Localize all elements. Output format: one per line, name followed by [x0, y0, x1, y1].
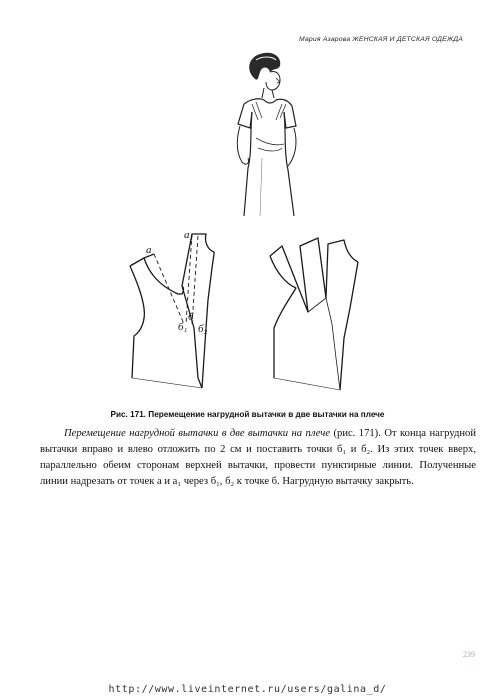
point-label-b1: б₁ [178, 321, 188, 333]
page-number: 239 [463, 650, 475, 659]
footer-url[interactable]: http://www.liveinternet.ru/users/galina_d/ [108, 684, 387, 695]
point-label-a1: a₁ [184, 229, 194, 241]
point-label-b: б [188, 311, 194, 323]
woman-dress-illustration [222, 48, 302, 216]
paragraph-rest: (рис. 171). От конца нагрудной вытачки вправо и влево отложить по 2 см и поставить точки б₁ и б₂. Из этих точек вверх, параллельно обеим сторонам верхней вытачки, провести пунктирные линии. Полученные линии надрезать от точек а и а₁ через б₁, б₂ к точке б. Нагрудную вытачку закрыть. [40, 428, 476, 487]
pattern-drawings [118, 228, 368, 404]
running-header: Мария Азарова ЖЕНСКАЯ И ДЕТСКАЯ ОДЕЖДА [299, 36, 463, 43]
paragraph-lead: Перемещение нагрудной вытачки в две вытачки на плече [64, 428, 331, 439]
figure-caption: Рис. 171. Перемещение нагрудной вытачки в две вытачки на плече [110, 410, 385, 419]
point-label-b2: б₂ [198, 323, 208, 335]
body-paragraph [40, 426, 476, 490]
point-label-a: a [146, 244, 152, 256]
